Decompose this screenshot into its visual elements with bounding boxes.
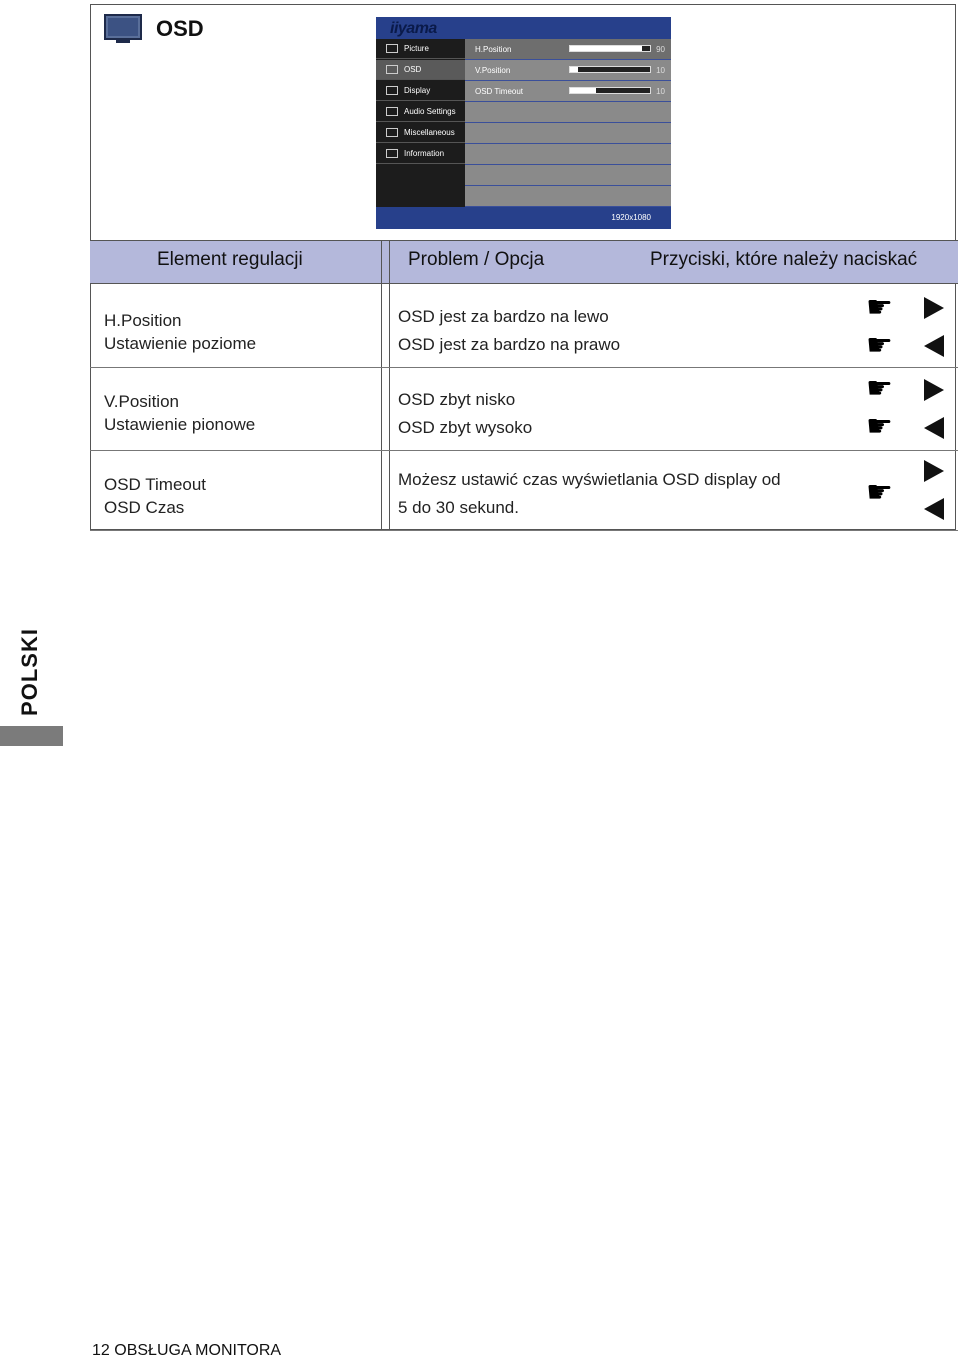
osd-row-empty — [465, 186, 671, 207]
column-divider — [389, 240, 390, 531]
slider-fill — [570, 67, 578, 72]
osd-icon — [386, 65, 398, 74]
column-header-element: Element regulacji — [157, 249, 303, 270]
osd-sidebar-item-picture[interactable] — [376, 39, 465, 59]
osd-row-label: H.Position — [475, 44, 512, 54]
osd-row-value: 10 — [656, 65, 665, 75]
monitor-icon — [104, 14, 142, 44]
right-arrow-button-icon — [924, 460, 944, 482]
osd-menu-screenshot — [376, 17, 671, 229]
column-divider — [381, 240, 382, 531]
osd-row-label: V.Position — [475, 65, 511, 75]
problem-text: OSD jest za bardzo na lewo — [398, 307, 609, 326]
iiyama-logo: iiyama — [390, 20, 437, 37]
slider-fill — [570, 46, 642, 51]
picture-icon — [386, 44, 398, 53]
osd-sidebar-label: OSD — [404, 65, 422, 74]
element-name: V.Position — [104, 392, 179, 411]
pointing-hand-icon: ☛ — [866, 410, 893, 443]
osd-sidebar-item-audio-settings[interactable] — [376, 102, 465, 122]
problem-text: 5 do 30 sekund. — [398, 498, 519, 517]
osd-row-value: 90 — [656, 44, 665, 54]
resolution-readout: 1920x1080 — [611, 213, 651, 222]
element-description: Ustawienie poziome — [104, 334, 257, 353]
pointing-hand-icon: ☛ — [866, 329, 893, 362]
h-position-slider[interactable] — [569, 45, 651, 52]
section-header — [104, 14, 204, 44]
osd-sidebar — [376, 39, 465, 207]
table-row-osd-timeout-element — [104, 473, 206, 519]
osd-sidebar-label: Miscellaneous — [404, 128, 455, 137]
pointing-hand-icon: ☛ — [866, 372, 893, 405]
osd-row-osd-timeout[interactable] — [465, 81, 671, 102]
v-position-slider[interactable] — [569, 66, 651, 73]
table-row-osd-timeout-problem — [398, 466, 781, 522]
osd-top-bar — [376, 17, 671, 39]
row-divider — [90, 367, 958, 368]
page-footer — [92, 1342, 281, 1360]
problem-text: OSD zbyt nisko — [398, 390, 516, 409]
element-name: OSD Timeout — [104, 475, 207, 494]
left-arrow-button-icon — [924, 417, 944, 439]
element-description: OSD Czas — [104, 498, 185, 517]
pointing-hand-icon: ☛ — [866, 476, 893, 509]
osd-bottom-bar — [376, 207, 671, 229]
speaker-icon — [386, 107, 398, 116]
column-header-problem: Problem / Opcja — [408, 249, 545, 270]
osd-sidebar-item-display[interactable] — [376, 81, 465, 101]
table-row-h-position-element — [104, 309, 256, 355]
problem-text: OSD jest za bardzo na prawo — [398, 335, 621, 354]
problem-text: OSD zbyt wysoko — [398, 418, 533, 437]
osd-sidebar-label: Audio Settings — [404, 107, 456, 116]
element-description: Ustawienie pionowe — [104, 415, 256, 434]
left-arrow-button-icon — [924, 335, 944, 357]
right-arrow-button-icon — [924, 297, 944, 319]
language-tab-label: POLSKI — [17, 628, 42, 716]
osd-sidebar-item-information[interactable] — [376, 144, 465, 164]
table-header — [90, 240, 958, 284]
pointing-hand-icon: ☛ — [866, 291, 893, 324]
table-row-v-position-problem — [398, 386, 532, 442]
element-name: H.Position — [104, 311, 182, 330]
row-divider — [90, 450, 958, 451]
osd-row-empty — [465, 165, 671, 186]
tools-icon — [386, 128, 398, 137]
section-title: OSD — [156, 16, 204, 41]
language-tab-marker — [0, 726, 63, 746]
display-icon — [386, 86, 398, 95]
slider-fill — [570, 88, 596, 93]
right-arrow-button-icon — [924, 379, 944, 401]
column-header-buttons: Przyciski, które należy naciskać — [650, 249, 918, 270]
footer-title: OBSŁUGA MONITORA — [114, 1342, 282, 1359]
osd-sidebar-item-osd[interactable] — [376, 60, 465, 80]
osd-sidebar-label: Picture — [404, 44, 429, 53]
osd-row-value: 10 — [656, 86, 665, 96]
osd-row-h-position[interactable] — [465, 39, 671, 60]
osd-row-empty — [465, 123, 671, 144]
osd-row-label: OSD Timeout — [475, 86, 524, 96]
osd-row-v-position[interactable] — [465, 60, 671, 81]
page-number: 12 — [92, 1342, 110, 1359]
osd-sidebar-label: Display — [404, 86, 431, 95]
osd-timeout-slider[interactable] — [569, 87, 651, 94]
problem-text: Możesz ustawić czas wyświetlania OSD display od — [398, 470, 781, 489]
osd-sidebar-label: Information — [404, 149, 445, 158]
osd-row-empty — [465, 102, 671, 123]
table-row-h-position-problem — [398, 303, 620, 359]
left-arrow-button-icon — [924, 498, 944, 520]
osd-row-empty — [465, 144, 671, 165]
row-divider — [90, 530, 958, 531]
table-row-v-position-element — [104, 390, 255, 436]
osd-sidebar-item-miscellaneous[interactable] — [376, 123, 465, 143]
info-icon — [386, 149, 398, 158]
